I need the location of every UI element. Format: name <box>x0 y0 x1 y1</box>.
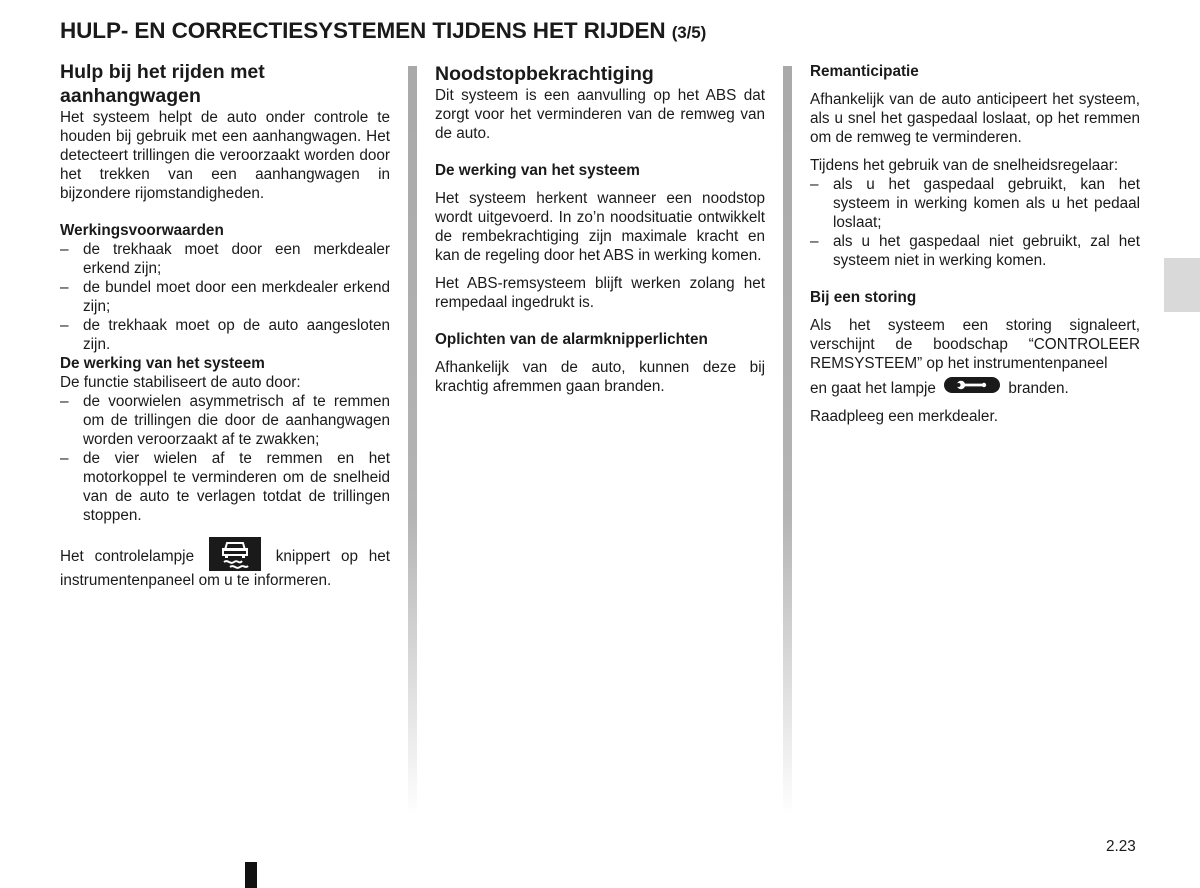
list-item: – de trekhaak moet door een merkdealer erkend zijn; <box>60 240 390 278</box>
hazard-lights-heading: Oplichten van de alarmknipperlichten <box>435 331 708 348</box>
trailer-assist-heading: Hulp bij het rijden met aanhangwagen <box>60 61 265 107</box>
traction-control-warning-icon <box>209 537 261 571</box>
warning-lamp-paragraph <box>60 537 390 590</box>
right-column <box>810 62 1140 426</box>
brake-anticipation-heading: Remanticipatie <box>810 63 919 80</box>
hazard-lights-text: Afhankelijk van de auto, kunnen deze bij krachtig afremmen gaan branden. <box>435 359 765 395</box>
list-item: – de voorwielen asymmetrisch af te remmen om de trillingen die door de aanhangwagen worden veroorzaakt af te zwakken; <box>60 392 390 449</box>
page-title <box>60 18 706 44</box>
fault-paragraph-1: Als het systeem een storing signaleert, verschijnt de boodschap “CONTROLEER REMSYSTEEM” op het instrumentenpaneel <box>810 317 1140 372</box>
lamp-text-after: knippert op het instrumentenpaneel om u te informeren. <box>60 548 391 589</box>
list-item: – de bundel moet door een merkdealer erkend zijn; <box>60 278 390 316</box>
emergency-brake-intro: Dit systeem is een aanvulling op het ABS dat zorgt voor het verminderen van de remweg van de auto. <box>435 87 765 142</box>
list-item: – de trekhaak moet op de auto aangesloten zijn. <box>60 316 390 354</box>
anticipation-paragraph-1: Afhankelijk van de auto anticipeert het systeem, als u snel het gaspedaal loslaat, op het remmen om de remweg te verminderen. <box>810 91 1140 146</box>
list-item: – de vier wielen af te remmen en het motorkoppel te verminderen om de snelheid van de auto te verlagen totdat de trillingen stoppen. <box>60 449 390 525</box>
brake-operation-paragraph-2: Het ABS-remsysteem blijft werken zolang het rempedaal ingedrukt is. <box>435 275 765 311</box>
fault-paragraph-2: Raadpleeg een merkdealer. <box>810 408 998 425</box>
column-divider-left <box>408 66 417 816</box>
fault-lamp-paragraph <box>810 377 1140 398</box>
trailer-assist-intro: Het systeem helpt de auto onder controle te houden bij gebruik met een aanhangwagen. Het detecteert trillingen die veroorzaakt worden door het trekken van een aanhangwagen in bijzondere rijomstandigheden. <box>60 109 390 202</box>
page-title-text: HULP- EN CORRECTIESYSTEMEN TIJDENS HET RIJDEN <box>60 18 666 43</box>
brake-operation-heading: De werking van het systeem <box>435 162 640 179</box>
middle-column <box>435 62 765 396</box>
list-item: – als u het gaspedaal gebruikt, kan het systeem in werking komen als u het pedaal loslaat; <box>810 175 1140 232</box>
emergency-brake-assist-heading: Noodstopbekrachtiging <box>435 63 654 85</box>
fault-heading: Bij een storing <box>810 289 917 306</box>
trailer-operation-intro: De functie stabiliseert de auto door: <box>60 374 301 391</box>
anticipation-list <box>810 175 1140 270</box>
page-part-indicator: (3/5) <box>671 23 707 42</box>
conditions-list <box>60 240 390 354</box>
trailer-operation-list <box>60 392 390 525</box>
lamp-text-before: Het controlelampje <box>60 548 195 565</box>
list-item: – als u het gaspedaal niet gebruikt, zal het systeem niet in werking komen. <box>810 232 1140 270</box>
anticipation-paragraph-2: Tijdens het gebruik van de snelheidsregelaar: <box>810 157 1119 174</box>
page-number: 2.23 <box>1106 838 1136 855</box>
fault-text-before: en gaat het lampje <box>810 380 936 397</box>
trailer-operation-heading: De werking van het systeem <box>60 355 265 372</box>
left-column <box>60 60 390 590</box>
section-thumb-tab <box>1164 258 1200 312</box>
fault-text-after: branden. <box>1008 380 1069 397</box>
conditions-heading: Werkingsvoorwaarden <box>60 222 224 239</box>
brake-operation-paragraph-1: Het systeem herkent wanneer een noodstop wordt uitgevoerd. In zo’n noodsituatie ontwikkelt de rembekrachtiging zijn maximale kracht en kan de regeling door het ABS in werking komen. <box>435 190 765 264</box>
column-divider-right <box>783 66 792 816</box>
wrench-warning-icon <box>944 377 1000 393</box>
print-crop-mark <box>245 862 257 888</box>
